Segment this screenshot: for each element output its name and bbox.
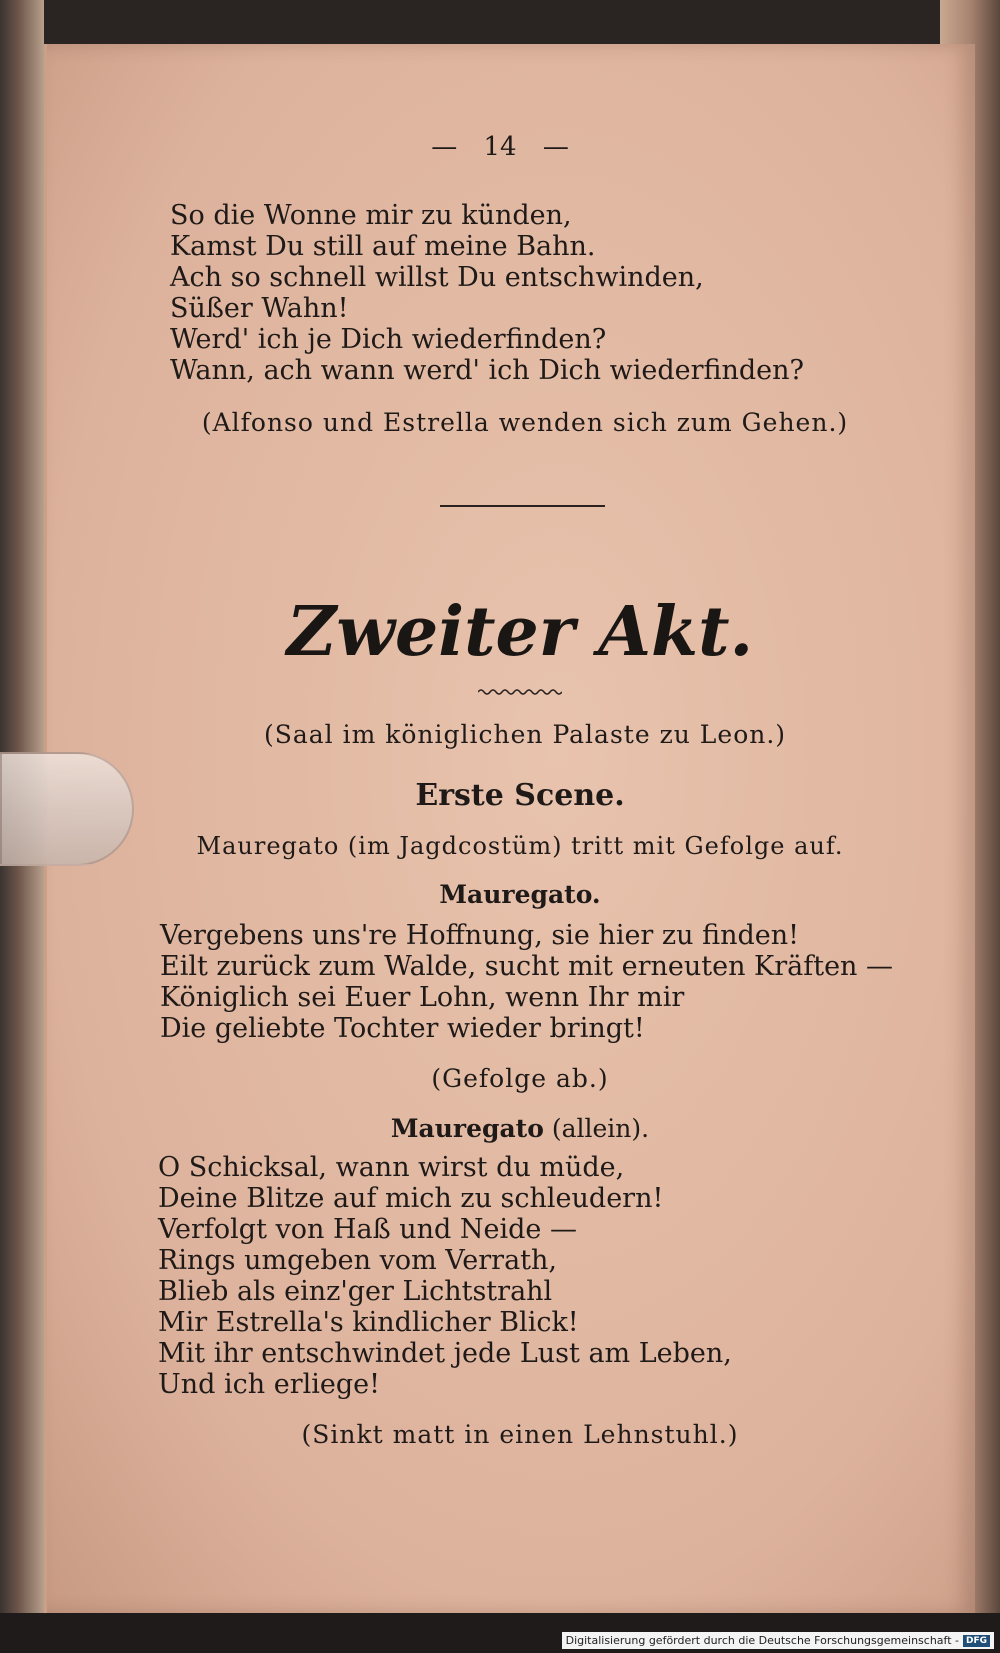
verse-line: Und ich erliege! [158,1369,380,1400]
verse-line: Wann, ach wann werd' ich Dich wiederfinden? [170,355,805,386]
verse-line: Mit ihr entschwindet jede Lust am Leben, [158,1338,732,1369]
credit-text: Digitalisierung gefördert durch die Deutsche Forschungsgemeinschaft - [565,1634,959,1647]
verse-line: Ach so schnell willst Du entschwinden, [170,262,704,293]
speaker-label: Mauregato. [439,880,601,909]
speaker-name [0,880,1000,909]
verse-line: Vergebens uns're Hoffnung, sie hier zu finden! [160,920,800,951]
speaker-name [0,1114,1000,1143]
verse-line: Blieb als einz'ger Lichtstrahl [158,1276,553,1307]
verse-line: Deine Blitze auf mich zu schleudern! [158,1183,664,1214]
page-number-line [0,132,1000,162]
scene-title: Erste Scene. [415,778,625,813]
decorative-squiggle [478,686,562,698]
verse-line: O Schicksal, wann wirst du müde, [158,1152,625,1183]
dfg-logo: DFG [963,1635,990,1647]
scene-direction: Mauregato (im Jagdcostüm) tritt mit Gefolge auf. [196,832,844,860]
speaker-note: (allein). [551,1114,650,1143]
verse-line: Rings umgeben vom Verrath, [158,1245,557,1276]
page-number: 14 [483,132,517,162]
act-title: Zweiter Akt. [286,592,754,672]
section-divider [440,505,605,507]
page-number-dash-right: — [542,132,569,162]
page-number-dash-left: — [431,132,458,162]
verse-line: Königlich sei Euer Lohn, wenn Ihr mir [160,982,685,1013]
verse-line: Kamst Du still auf meine Bahn. [170,231,596,262]
verse-line: Die geliebte Tochter wieder bringt! [160,1013,645,1044]
verse-line: Mir Estrella's kindlicher Blick! [158,1307,579,1338]
stage-direction: (Sinkt matt in einen Lehnstuhl.) [301,1420,739,1449]
verse-line: Verfolgt von Haß und Neide — [158,1214,577,1245]
verse-line: Werd' ich je Dich wiederfinden? [170,324,607,355]
stage-direction: (Alfonso und Estrella wenden sich zum Gehen.) [201,408,849,437]
stage-direction: (Gefolge ab.) [431,1064,609,1093]
verse-line: Eilt zurück zum Walde, sucht mit erneuten Kräften — [160,951,894,982]
verse-line: Süßer Wahn! [170,293,349,324]
setting-description: (Saal im königlichen Palaste zu Leon.) [263,720,787,749]
verse-line: So die Wonne mir zu künden, [170,200,572,231]
digitization-credit [562,1632,994,1649]
speaker-label: Mauregato [390,1114,544,1143]
